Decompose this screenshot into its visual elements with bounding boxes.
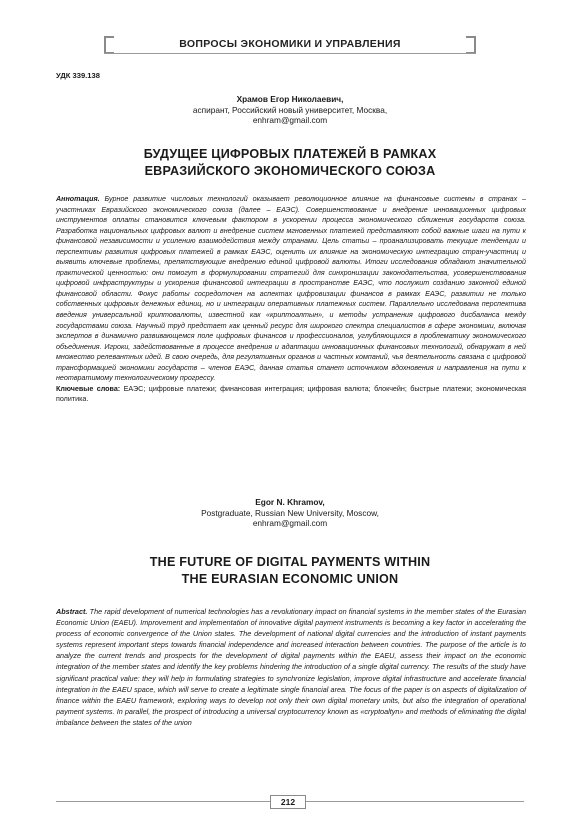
keywords-ru-label: Ключевые слова: [56, 384, 121, 393]
author-email-ru: enhram@gmail.com [252, 115, 328, 125]
author-email-en: enhram@gmail.com [252, 518, 328, 528]
keywords-ru-text: ЕАЭС; цифровые платежи; финансовая интеграция; цифровая валюта; блокчейн; быстрые платежи; экономическая политика. [56, 384, 527, 404]
section-title: ВОПРОСЫ ЭКОНОМИКИ И УПРАВЛЕНИЯ [179, 38, 401, 50]
header-rule [104, 53, 476, 54]
page-number: 212 [270, 795, 306, 809]
keywords-ru [56, 384, 526, 405]
udk-code: УДК 339.138 [56, 71, 100, 80]
article-title-en [56, 554, 524, 587]
title-en-line2: THE EURASIAN ECONOMIC UNION [181, 571, 399, 586]
author-affiliation-ru: аспирант, Российский новый университет, Москва, [192, 104, 388, 115]
page-footer [0, 795, 580, 809]
abstract-en-label: Abstract. [56, 607, 88, 616]
author-affiliation-en: Postgraduate, Russian New University, Moscow, [201, 507, 379, 518]
article-title-ru [56, 146, 524, 179]
abstract-en [56, 606, 526, 728]
abstract-en-text: The rapid development of numerical technologies has a revolutionary impact on financial systems in the member states of the Eurasian Economic Union (EAEU). Improvement and implementation of innovative digital payment instruments is becoming a key factor in accelerating the process of economic convergence of the Union states. The development of national digital currencies and the introduction of instant payments systems represent important steps towards financial independence and increased interaction between countries. The purpose of the article is to analyze the current trends and prospects for the development of digital payments within the EAEU, assess their impact on the economic integration of the member states and identify the key problems hindering the introduction of a single digital currency. The results of the study have significant practical value: they will help in formulating strategies to synchronize legislation, improve digital infrastructure and accelerate financial integration in the EAEU space, which will serve to create a legitimate single financial area. The focus of the paper is on aspects of digitalization of finance within the EAEU framework, exploring ways to develop not only their own digital monetary units, but also the integration of operational payment systems. In parallel, the prospect of introducing a universal cryptocurrency known as «cryptoaltyn» and methods of eliminating the digital imbalance between the states of the union [56, 607, 526, 727]
title-ru-line2: ЕВРАЗИЙСКОГО ЭКОНОМИЧЕСКОГО СОЮЗА [144, 163, 436, 178]
author-block-en [56, 497, 524, 529]
title-ru-line1: БУДУЩЕЕ ЦИФРОВЫХ ПЛАТЕЖЕЙ В РАМКАХ [143, 147, 437, 161]
header-frame [104, 36, 476, 52]
author-block-ru [56, 94, 524, 126]
abstract-ru-text: Бурное развитие числовых технологий оказывает революционное влияние на финансовые системы в странах – участниках Евразийского экономического союза (далее – ЕАЭС). Совершенствование и внедрение инновационных цифровых инструментов оплаты становится ключевым фактором в ускорении процесса экономического сближения государств союза. Разработка национальных цифровых валют и внедрение систем мгновенных платежей представляют собой важные шаги на пути к финансовой независимости и усилению взаимодействия между странами. Цель статьи – проанализировать текущие тенденции и перспективы развития цифровых платежей в рамках ЕАЭС, оценить их влияние на экономическую интеграцию стран-участниц и выявить ключевые проблемы, препятствующие внедрению единой цифровой валюты. Итоги исследования обладают значительной практической ценностью: они помогут в формулировании стратегий для синхронизации законодательства, усовершенствования цифровой инфраструктуры и ускорения финансовой интеграции в пространстве ЕАЭС, что послужит созданию законной единой финансовой области. Фокус работы сосредоточен на аспектах цифровизации финансов в рамках ЕАЭС, развитии не только собственных цифровых денежных единиц, но и интеграции оперативных платежных систем. Параллельно исследована перспектива введения универсальной криптовалюты, известной как «криптоалтын», и методы устранения цифрового дисбаланса между государствами союза. Научный труд предстает как ценный ресурс для широкого спектра специалистов в сфере экономики, включая экспертов в динамично развивающемся поле цифровых финансов и профессионалов, углубляющихся в проблематику экономического объединения. Игроки, задействованные в процессе внедрения и адаптации инновационных финансовых технологий, обнаружат в ней множество релевантных идей. В свою очередь, для регулятивных органов и частных компаний, чья деятельность связана с цифровой трансформацией экономики государств – членов ЕАЭС, данная статья станет источником вдохновения и направления на пути к неотвратимому технологическому прогрессу. [56, 195, 526, 383]
abstract-ru [56, 194, 526, 405]
abstract-ru-label: Аннотация. [56, 195, 100, 203]
author-name-ru: Храмов Егор Николаевич, [236, 94, 344, 104]
title-en-line1: THE FUTURE OF DIGITAL PAYMENTS WITHIN [149, 555, 431, 569]
header-bracket-right [466, 36, 476, 54]
author-name-en: Egor N. Khramov, [255, 497, 325, 507]
header-bracket-left [104, 36, 114, 54]
